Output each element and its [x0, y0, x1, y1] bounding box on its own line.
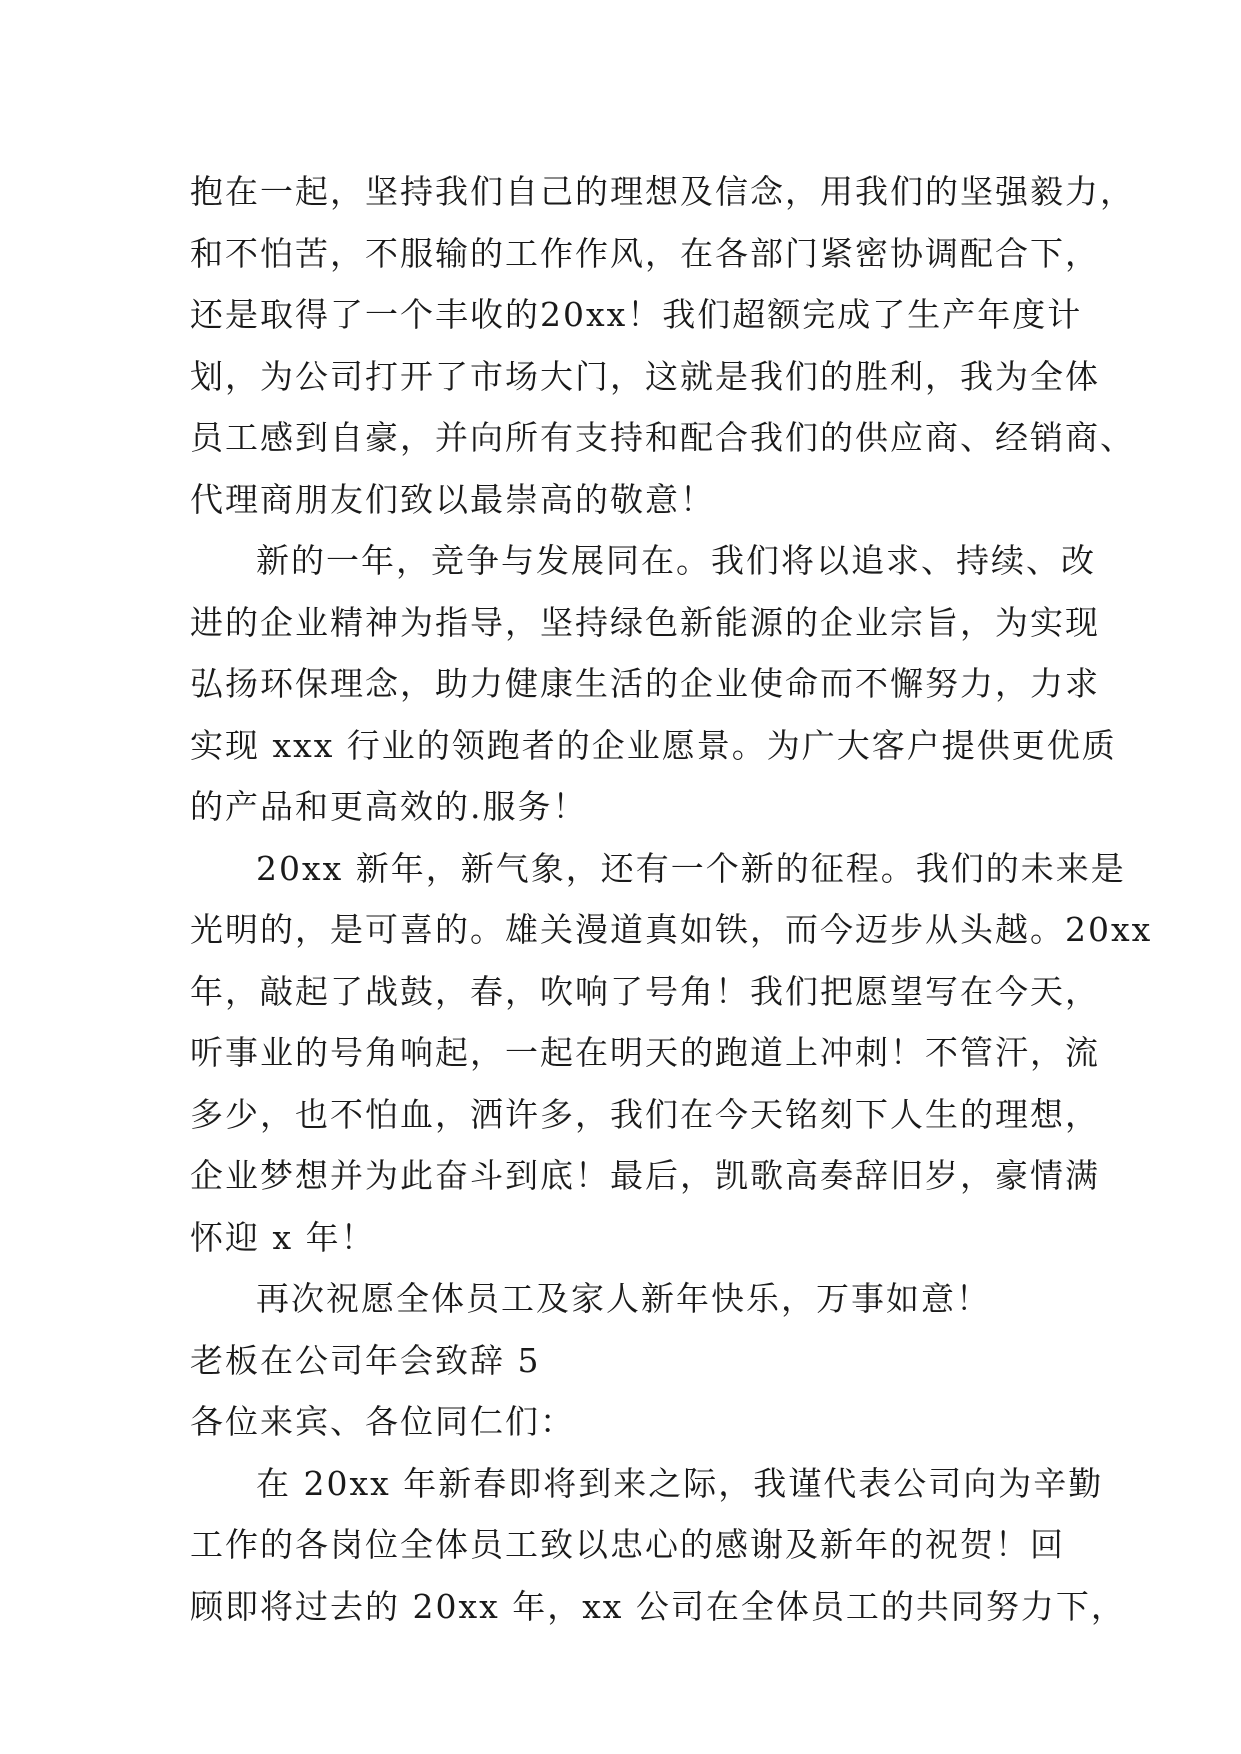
text-line: 抱在一起，坚持我们自己的理想及信念，用我们的坚强毅力，: [190, 172, 1135, 211]
text-line: 和不怕苦，不服输的工作作风，在各部门紧密协调配合下，: [190, 233, 1100, 273]
text-line: 年，敲起了战鼓，春，吹响了号角！我们把愿望写在今天，: [190, 971, 1100, 1011]
text-line: 的产品和更高效的.服务！: [190, 787, 588, 826]
text-line: 顾即将过去的 20xx 年，xx 公司在全体员工的共同努力下，: [190, 1586, 1126, 1626]
text-line: 工作的各岗位全体员工致以忠心的感谢及新年的祝贺！回: [190, 1525, 1065, 1564]
text-line: 划，为公司打开了市场大门，这就是我们的胜利，我为全体: [190, 356, 1100, 396]
text-line: 在 20xx 年新春即将到来之际，我谨代表公司向为辛勤: [256, 1463, 1104, 1503]
text-line: 弘扬环保理念，助力健康生活的企业使命而不懈努力，力求: [190, 664, 1100, 703]
text-line: 代理商朋友们致以最崇高的敬意！: [190, 479, 715, 519]
text-line: 光明的，是可喜的。雄关漫道真如铁，而今迈步从头越。20xx: [190, 910, 1153, 949]
text-line: 多少，也不怕血，洒许多，我们在今天铭刻下人生的理想，: [190, 1094, 1100, 1134]
document-body: [190, 161, 1153, 1637]
section-heading: 老板在公司年会致辞 5: [190, 1340, 541, 1380]
text-line: 新的一年，竞争与发展同在。我们将以追求、持续、改: [256, 541, 1096, 580]
text-line: 员工感到自豪，并向所有支持和配合我们的供应商、经销商、: [190, 418, 1135, 457]
text-line: 进的企业精神为指导，坚持绿色新能源的企业宗旨，为实现: [190, 602, 1100, 642]
text-line: 怀迎 x 年！: [190, 1217, 376, 1257]
text-line: 再次祝愿全体员工及家人新年快乐，万事如意！: [256, 1279, 991, 1318]
salutation: 各位来宾、各位同仁们：: [190, 1402, 575, 1441]
text-line: 听事业的号角响起，一起在明天的跑道上冲刺！不管汗，流: [190, 1033, 1100, 1072]
text-line: 还是取得了一个丰收的20xx！我们超额完成了生产年度计: [190, 295, 1083, 334]
text-line: 20xx 新年，新气象，还有一个新的征程。我们的未来是: [256, 848, 1126, 888]
text-line: 企业梦想并为此奋斗到底！最后，凯歌高奏辞旧岁，豪情满: [190, 1156, 1100, 1195]
text-line: 实现 xxx 行业的领跑者的企业愿景。为广大客户提供更优质: [190, 725, 1117, 765]
